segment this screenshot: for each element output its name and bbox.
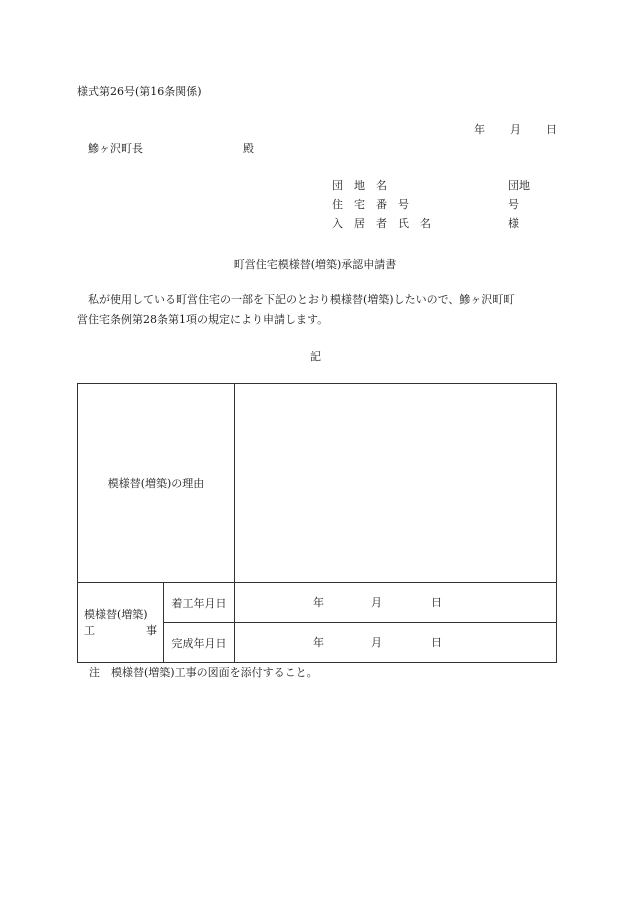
work-label-cell: [78, 583, 164, 663]
completion-year-mark: 年: [313, 636, 324, 649]
work-label-line-1: 模様替(増築): [84, 607, 148, 621]
completion-day-mark: 日: [431, 636, 442, 649]
unit-number-suffix: 号: [508, 198, 519, 211]
completion-month-mark: 月: [371, 636, 382, 649]
date-day-mark: 日: [546, 123, 557, 136]
completion-date-label-cell: [164, 623, 235, 663]
document-title: 町営住宅模様替(増築)承認申請書: [233, 258, 397, 271]
unit-number-label: 住 宅 番 号: [332, 198, 409, 211]
reason-input-cell[interactable]: [235, 384, 557, 583]
date-month-mark: 月: [510, 123, 521, 136]
complex-name-label: 団 地 名: [332, 179, 387, 192]
start-date-label: 着工年月日: [171, 596, 227, 610]
start-year-mark: 年: [313, 596, 324, 609]
form-number: 様式第26号(第16条関係): [77, 85, 202, 98]
start-month-mark: 月: [371, 596, 382, 609]
work-label-char-ji: 事: [146, 623, 157, 637]
resident-name-label: 入 居 者 氏 名: [332, 217, 431, 230]
body-text-line-1: 私が使用している町営住宅の一部を下記のとおり模様替(増築)したいので、鰺ヶ沢町町: [88, 293, 515, 306]
reason-label: 模様替(増築)の理由: [107, 477, 205, 490]
resident-name-suffix: 様: [508, 217, 519, 230]
note-text: 注 模様替(増築)工事の図面を添付すること。: [89, 666, 318, 679]
recipient-honorific: 殿: [243, 142, 254, 155]
application-table: [77, 383, 557, 663]
start-date-cell[interactable]: [235, 583, 557, 623]
work-label-line-2: [84, 623, 163, 639]
ki-heading: 記: [310, 350, 321, 363]
work-label-char-ko: 工: [84, 623, 95, 637]
start-date-label-cell: [164, 583, 235, 623]
date-year-mark: 年: [474, 123, 485, 136]
complex-name-suffix: 団地: [508, 179, 530, 192]
recipient-name: 鰺ヶ沢町長: [88, 142, 143, 155]
start-day-mark: 日: [431, 596, 442, 609]
completion-date-cell[interactable]: [235, 623, 557, 663]
body-text-line-2: 営住宅条例第28条第1項の規定により申請します。: [77, 313, 329, 326]
completion-date-label: 完成年月日: [171, 636, 227, 650]
reason-label-cell: [78, 384, 235, 583]
